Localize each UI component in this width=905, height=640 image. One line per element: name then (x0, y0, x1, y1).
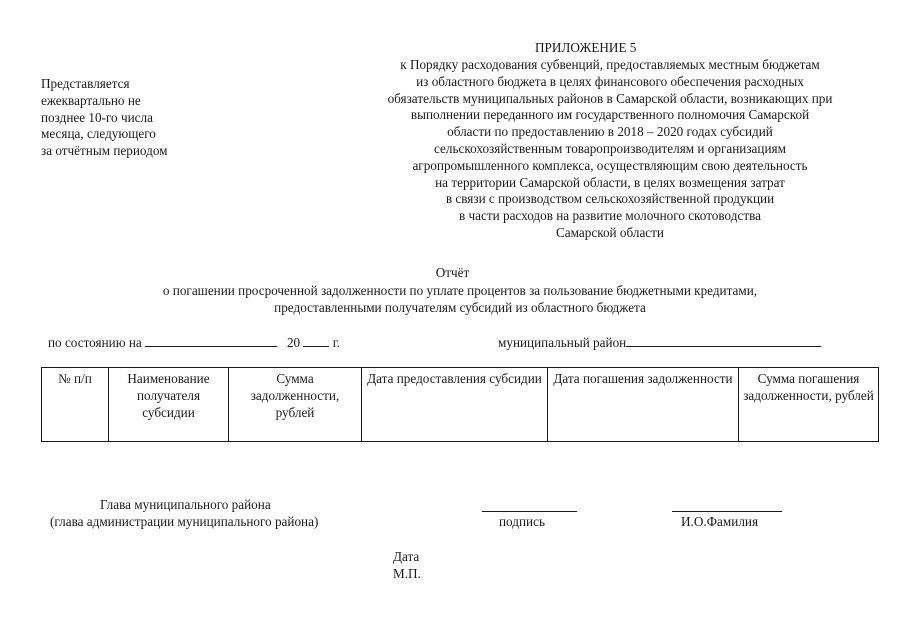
col-repayment-amount: Сумма погашения задолженности, рублей (739, 368, 879, 442)
appendix-line: выполнении переданного им государственного полномочия Самарской (410, 107, 810, 123)
district-label: муниципальный район (498, 335, 627, 350)
report-title: Отчёт (435, 265, 470, 280)
table-header-row (42, 368, 879, 442)
date-blank[interactable] (145, 334, 277, 347)
appendix-line: сельскохозяйственным товаропроизводителям и организациям (434, 140, 786, 156)
signer-title: Глава муниципального района (100, 497, 271, 512)
date-label: по состоянию на (48, 335, 142, 350)
district-field (498, 334, 821, 352)
name-line[interactable] (672, 511, 782, 512)
appendix-line: на территории Самарской области, в целях возмещения затрат (435, 174, 785, 190)
appendix-line: обязательств муниципальных районов в Самарской области, возникающих при (387, 90, 833, 106)
col-recipient: Наименование получателя субсидии (109, 368, 229, 442)
report-subtitle-line: предоставленными получателям субсидий из областного бюджета (274, 299, 646, 315)
col-grant-date: Дата предоставления субсидии (362, 368, 548, 442)
appendix-line: из областного бюджета в целях финансового обеспечения расходных (416, 73, 804, 89)
signature-line[interactable] (482, 511, 577, 512)
submission-note-line: ежеквартально не (41, 92, 141, 108)
col-debt-amount: Сумма задолженности, рублей (229, 368, 362, 442)
district-blank[interactable] (626, 334, 821, 347)
col-repayment-date: Дата погашения задолженности (548, 368, 739, 442)
report-subtitle (40, 283, 880, 317)
signature-label: подпись (499, 514, 545, 529)
submission-note-line: Представляется (41, 76, 130, 91)
submission-note-line: за отчётным периодом (41, 143, 168, 159)
report-date-field (48, 334, 340, 352)
appendix-line: в связи с производством сельскохозяйственной продукции (445, 191, 775, 207)
name-label: И.О.Фамилия (681, 514, 759, 529)
appendix-line: агропромышленного комплекса, осуществляющим свою деятельность (412, 157, 808, 173)
year-suffix: г. (332, 335, 340, 350)
appendix-title: ПРИЛОЖЕНИЕ 5 (535, 40, 637, 55)
appendix-line: области по предоставлению в 2018 – 2020 годах субсидий (447, 124, 773, 140)
submission-note-line: позднее 10-го числа (41, 109, 153, 125)
appendix-line: Самарской области (556, 224, 664, 240)
appendix-line: в части расходов на развитие молочного скотоводства (459, 208, 761, 224)
date-caption: Дата (393, 549, 420, 564)
submission-note (41, 76, 211, 160)
appendix-line: к Порядку расходования субвенций, предоставляемых местным бюджетам (400, 57, 820, 72)
submission-note-line: месяца, следующего (41, 126, 156, 142)
debt-table (41, 367, 879, 442)
year-blank[interactable] (303, 334, 329, 347)
signer-title-alt: (глава администрации муниципального района) (50, 514, 319, 529)
appendix-description (330, 57, 890, 242)
year-prefix: 20 (286, 335, 301, 350)
report-subtitle-line: о погашении просроченной задолженности по уплате процентов за пользование бюджетными кредитами, (162, 283, 758, 298)
stamp-caption: М.П. (393, 566, 421, 581)
col-number: № п/п (42, 368, 109, 442)
